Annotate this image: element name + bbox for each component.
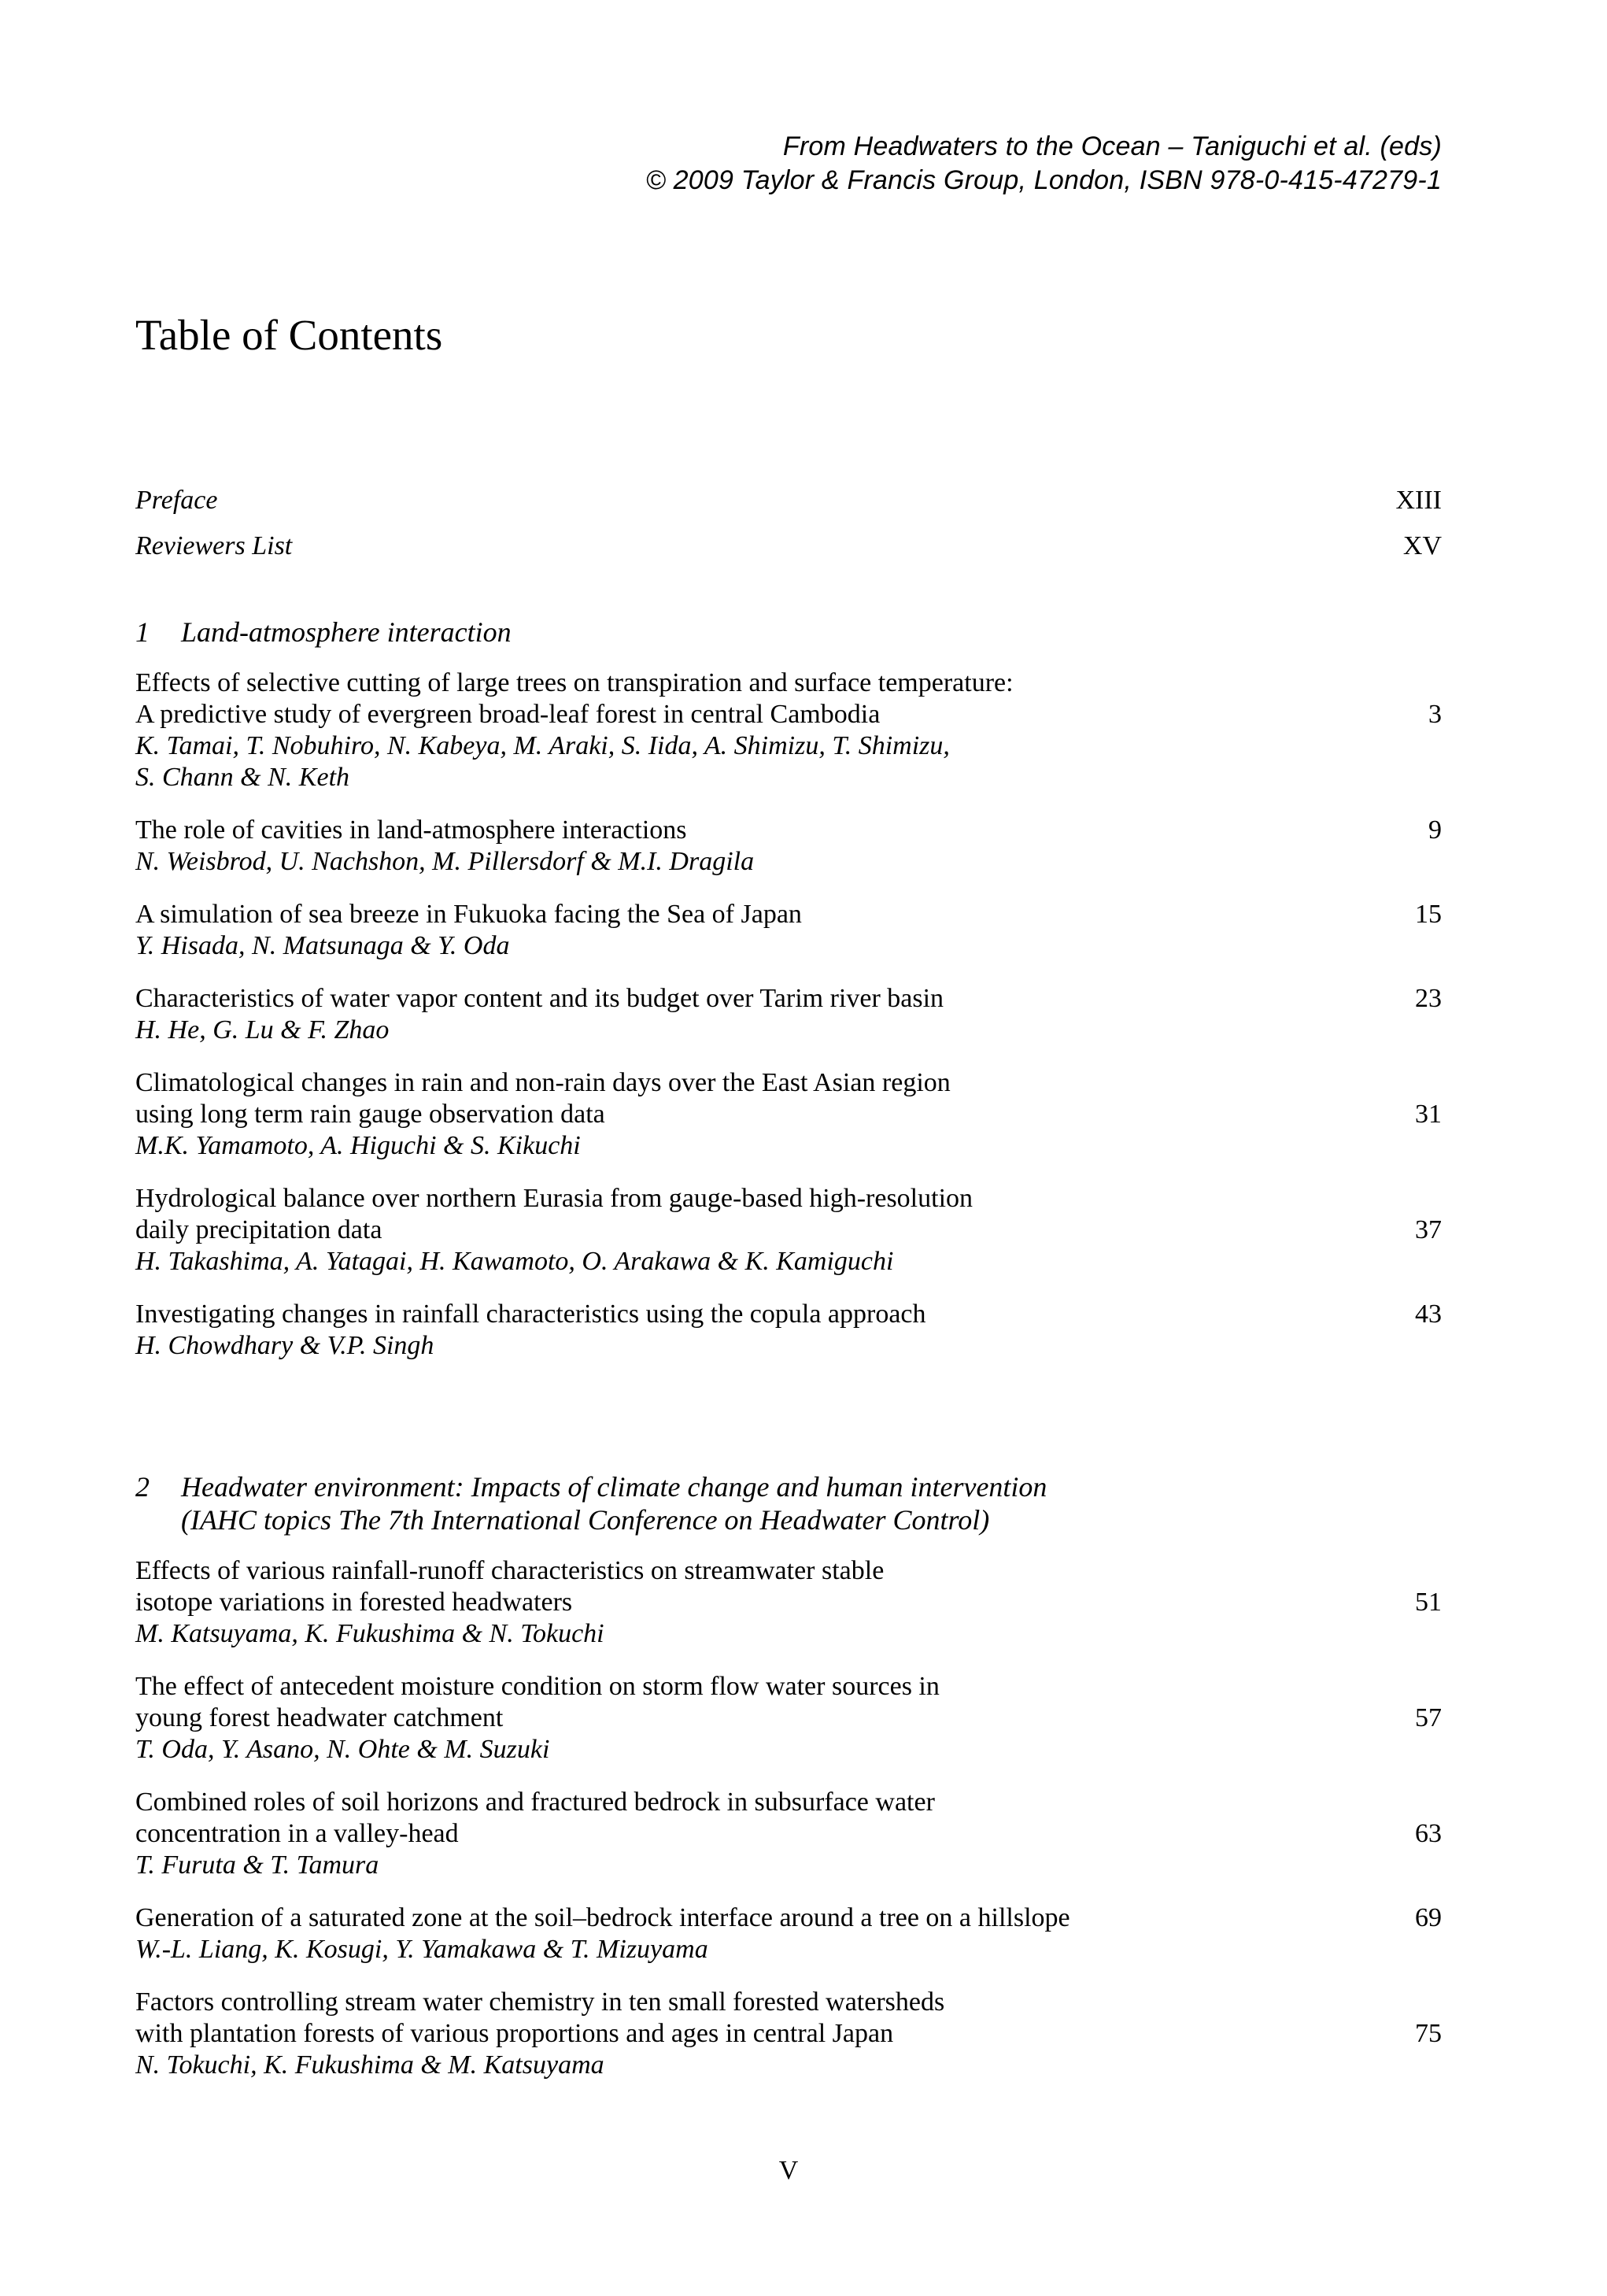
- toc-entry: [135, 1987, 1442, 2081]
- section-heading: [135, 1470, 1442, 1536]
- toc-entry: [135, 1902, 1442, 1965]
- content-block: [135, 0, 1442, 2102]
- entry-title-line: [135, 1299, 1442, 1330]
- entry-title-line: [135, 1067, 1442, 1099]
- header-line-2: © 2009 Taylor & Francis Group, London, ISBN 978-0-415-47279-1: [645, 165, 1442, 195]
- entry-authors-line: N. Weisbrod, U. Nachshon, M. Pillersdorf & M.I. Dragila: [135, 847, 755, 876]
- section-title: [181, 616, 512, 649]
- entry-page-number: 31: [1415, 1100, 1442, 1129]
- toc-entry: [135, 1067, 1442, 1162]
- toc-entry: [135, 983, 1442, 1046]
- entry-page-number: 3: [1428, 700, 1442, 729]
- page-title: Table of Contents: [135, 311, 443, 359]
- toc-entry: [135, 1787, 1442, 1881]
- toc-entry: [135, 815, 1442, 878]
- entry-title-line: [135, 1555, 1442, 1587]
- entry-title-line: [135, 1215, 1442, 1246]
- entry-title-text: isotope variations in forested headwaters: [135, 1588, 573, 1617]
- entry-title-text: concentration in a valley-head: [135, 1819, 459, 1848]
- entry-authors-line: W.-L. Liang, K. Kosugi, Y. Yamakawa & T. Mizuyama: [135, 1935, 708, 1964]
- entry-title-text: Effects of various rainfall-runoff characteristics on streamwater stable: [135, 1556, 885, 1585]
- entry-title-text: with plantation forests of various proportions and ages in central Japan: [135, 2019, 894, 2048]
- section-title-line: Land-atmosphere interaction: [181, 616, 512, 648]
- entry-title-line: [135, 1703, 1442, 1734]
- entry-authors-line: M. Katsuyama, K. Fukushima & N. Tokuchi: [135, 1619, 604, 1648]
- entry-authors-line: K. Tamai, T. Nobuhiro, N. Kabeya, M. Araki, S. Iida, A. Shimizu, T. Shimizu,: [135, 731, 950, 760]
- toc-entry: [135, 1183, 1442, 1277]
- entry-page-number: 9: [1428, 815, 1442, 845]
- front-matter-label: Reviewers List: [135, 531, 293, 560]
- entry-title-text: Generation of a saturated zone at the soil–bedrock interface around a tree on a hillslope: [135, 1903, 1070, 1932]
- front-matter-label: Preface: [135, 486, 218, 515]
- entry-title-text: young forest headwater catchment: [135, 1703, 504, 1732]
- entry-title-line: [135, 667, 1442, 699]
- entry-page-number: 15: [1415, 900, 1442, 929]
- toc-entry: [135, 1671, 1442, 1765]
- front-matter: [135, 485, 1442, 562]
- footer-page-number: V: [778, 2156, 799, 2185]
- entry-title-line: [135, 2018, 1442, 2050]
- front-matter-page-number: XIII: [1395, 486, 1442, 515]
- entry-title-line: [135, 983, 1442, 1015]
- front-matter-page-number: XV: [1402, 531, 1442, 560]
- entry-title-line: [135, 1099, 1442, 1130]
- entry-title-line: [135, 1818, 1442, 1850]
- entry-page-number: 43: [1415, 1300, 1442, 1329]
- entry-title-text: Combined roles of soil horizons and fractured bedrock in subsurface water: [135, 1788, 935, 1817]
- entry-authors-line: T. Oda, Y. Asano, N. Ohte & M. Suzuki: [135, 1735, 550, 1764]
- toc-entry: [135, 1299, 1442, 1362]
- entry-page-number: 51: [1415, 1588, 1442, 1617]
- entry-authors-line: H. He, G. Lu & F. Zhao: [135, 1015, 390, 1044]
- toc-entry: [135, 667, 1442, 793]
- entry-authors-line: Y. Hisada, N. Matsunaga & Y. Oda: [135, 931, 510, 960]
- section-title-line: Headwater environment: Impacts of climate change and human intervention: [181, 1471, 1047, 1503]
- entry-page-number: 69: [1415, 1903, 1442, 1932]
- entry-title-text: using long term rain gauge observation data: [135, 1100, 605, 1129]
- entry-page-number: 57: [1415, 1703, 1442, 1732]
- entry-authors-line: H. Chowdhary & V.P. Singh: [135, 1331, 434, 1360]
- entry-title-line: [135, 1183, 1442, 1215]
- entry-page-number: 63: [1415, 1819, 1442, 1848]
- entry-title-line: [135, 815, 1442, 846]
- entry-page-number: 37: [1415, 1215, 1442, 1244]
- entry-authors-line: T. Furuta & T. Tamura: [135, 1850, 379, 1880]
- entry-page-number: 75: [1415, 2019, 1442, 2048]
- section-number: 2: [135, 1471, 150, 1503]
- toc-entry: [135, 1555, 1442, 1650]
- toc-entry: [135, 899, 1442, 962]
- entry-title-text: A simulation of sea breeze in Fukuoka facing the Sea of Japan: [135, 900, 802, 929]
- front-matter-row: [135, 485, 1442, 516]
- entry-authors-line: M.K. Yamamoto, A. Higuchi & S. Kikuchi: [135, 1131, 581, 1160]
- entry-title-text: daily precipitation data: [135, 1215, 382, 1244]
- entry-title-text: A predictive study of evergreen broad-leaf forest in central Cambodia: [135, 700, 881, 729]
- entry-title-text: The effect of antecedent moisture condition on storm flow water sources in: [135, 1672, 940, 1701]
- entry-page-number: 23: [1415, 984, 1442, 1013]
- entry-authors-line: S. Chann & N. Keth: [135, 763, 350, 792]
- doc-header: [135, 130, 1442, 198]
- section-title: [181, 1470, 1047, 1536]
- entry-title-text: Climatological changes in rain and non-rain days over the East Asian region: [135, 1068, 951, 1097]
- entry-title-line: [135, 1987, 1442, 2018]
- section-heading: [135, 616, 1442, 649]
- header-line-1: From Headwaters to the Ocean – Taniguchi et al. (eds): [782, 131, 1442, 161]
- entry-authors-line: H. Takashima, A. Yatagai, H. Kawamoto, O. Arakawa & K. Kamiguchi: [135, 1247, 894, 1276]
- entry-title-text: Effects of selective cutting of large trees on transpiration and surface temperature:: [135, 668, 1014, 697]
- entry-title-line: [135, 1587, 1442, 1618]
- entry-title-text: Characteristics of water vapor content and its budget over Tarim river basin: [135, 984, 944, 1013]
- section-title-line: (IAHC topics The 7th International Conference on Headwater Control): [181, 1504, 990, 1536]
- entry-title-text: The role of cavities in land-atmosphere interactions: [135, 815, 687, 845]
- entry-title-line: [135, 1787, 1442, 1818]
- entry-title-line: [135, 899, 1442, 930]
- entry-title-text: Factors controlling stream water chemistry in ten small forested watersheds: [135, 1987, 945, 2017]
- entry-title-text: Investigating changes in rainfall characteristics using the copula approach: [135, 1300, 926, 1329]
- entry-title-line: [135, 1671, 1442, 1703]
- entry-title-line: [135, 699, 1442, 730]
- entry-title-line: [135, 1902, 1442, 1934]
- section-number: 1: [135, 616, 150, 648]
- front-matter-row: [135, 531, 1442, 562]
- entry-title-text: Hydrological balance over northern Eurasia from gauge-based high-resolution: [135, 1184, 973, 1213]
- entry-authors-line: N. Tokuchi, K. Fukushima & M. Katsuyama: [135, 2050, 604, 2080]
